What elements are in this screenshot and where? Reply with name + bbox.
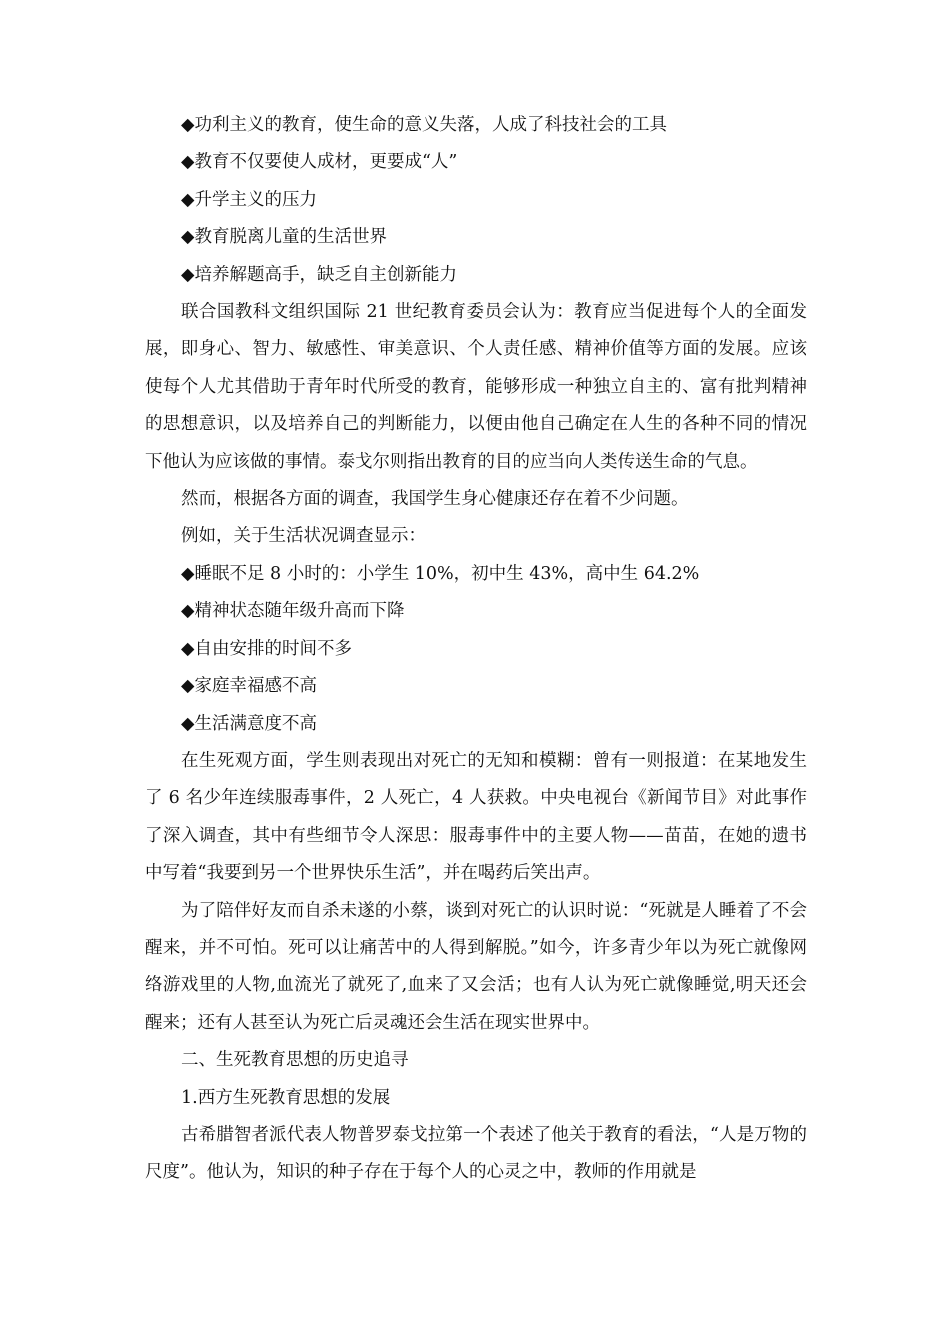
paragraph-xiaocai: 为了陪伴好友而自杀未遂的小蔡，谈到对死亡的认识时说：“死就是人睡着了不会醒来，并不可怕。死可以让痛苦中的人得到解脱。”如今，许多青少年以为死亡就像网络游戏里的人物,血流光了就死了,血来了又会活；也有人认为死亡就像睡觉,明天还会醒来；还有人甚至认为死亡后灵魂还会生活在现实世界中。	[145, 900, 807, 1033]
bullet-item: ◆睡眠不足 8 小时的：小学生 10%，初中生 43%，高中生 64.2%	[181, 563, 700, 584]
paragraph-unesco: 联合国教科文组织国际 21 世纪教育委员会认为：教育应当促进每个人的全面发展，即身心、智力、敏感性、审美意识、个人责任感、精神价值等方面的发展。应该使每个人尤其借助于青年时代所受的教育，能够形成一种独立自主的、富有批判精神的思想意识，以及培养自己的判断能力，以便由他自己确定在人生的各种不同的情况下他认为应该做的事情。泰戈尔则指出教育的目的应当向人类传送生命的气息。	[145, 302, 807, 472]
paragraph-protagoras: 古希腊智者派代表人物普罗泰戈拉第一个表述了他关于教育的看法，“人是万物的尺度”。他认为，知识的种子存在于每个人的心灵之中，教师的作用就是	[145, 1124, 807, 1183]
subsection-heading: 1.西方生死教育思想的发展	[181, 1087, 391, 1108]
bullet-item: ◆教育脱离儿童的生活世界	[181, 227, 387, 248]
bullet-item: ◆生活满意度不高	[181, 713, 317, 734]
bullet-item: ◆功利主义的教育，使生命的意义失落，人成了科技社会的工具	[181, 115, 667, 135]
bullet-item: ◆升学主义的压力	[181, 189, 317, 210]
bullet-item: ◆教育不仅要使人成材，更要成“人”	[181, 152, 458, 173]
document-body	[145, 107, 807, 1192]
paragraph-survey: 然而，根据各方面的调查，我国学生身心健康还存在着不少问题。	[181, 489, 689, 510]
paragraph-example: 例如，关于生活状况调查显示：	[181, 526, 426, 547]
bullet-item: ◆培养解题高手，缺乏自主创新能力	[181, 264, 457, 285]
section-heading: 二、生死教育思想的历史追寻	[181, 1050, 409, 1071]
bullet-item: ◆精神状态随年级升高而下降	[181, 601, 405, 622]
bullet-item: ◆自由安排的时间不多	[181, 638, 352, 659]
paragraph-death-view: 在生死观方面，学生则表现出对死亡的无知和模糊：曾有一则报道：在某地发生了 6 名少年连续服毒事件，2 人死亡，4 人获救。中央电视台《新闻节目》对此事作了深入调查，其中有些细节令人深思：服毒事件中的主要人物——苗苗，在她的遗书中写着“我要到另一个世界快乐生活”，并在喝药后笑出声。	[145, 750, 807, 884]
bullet-item: ◆家庭幸福感不高	[181, 676, 317, 697]
